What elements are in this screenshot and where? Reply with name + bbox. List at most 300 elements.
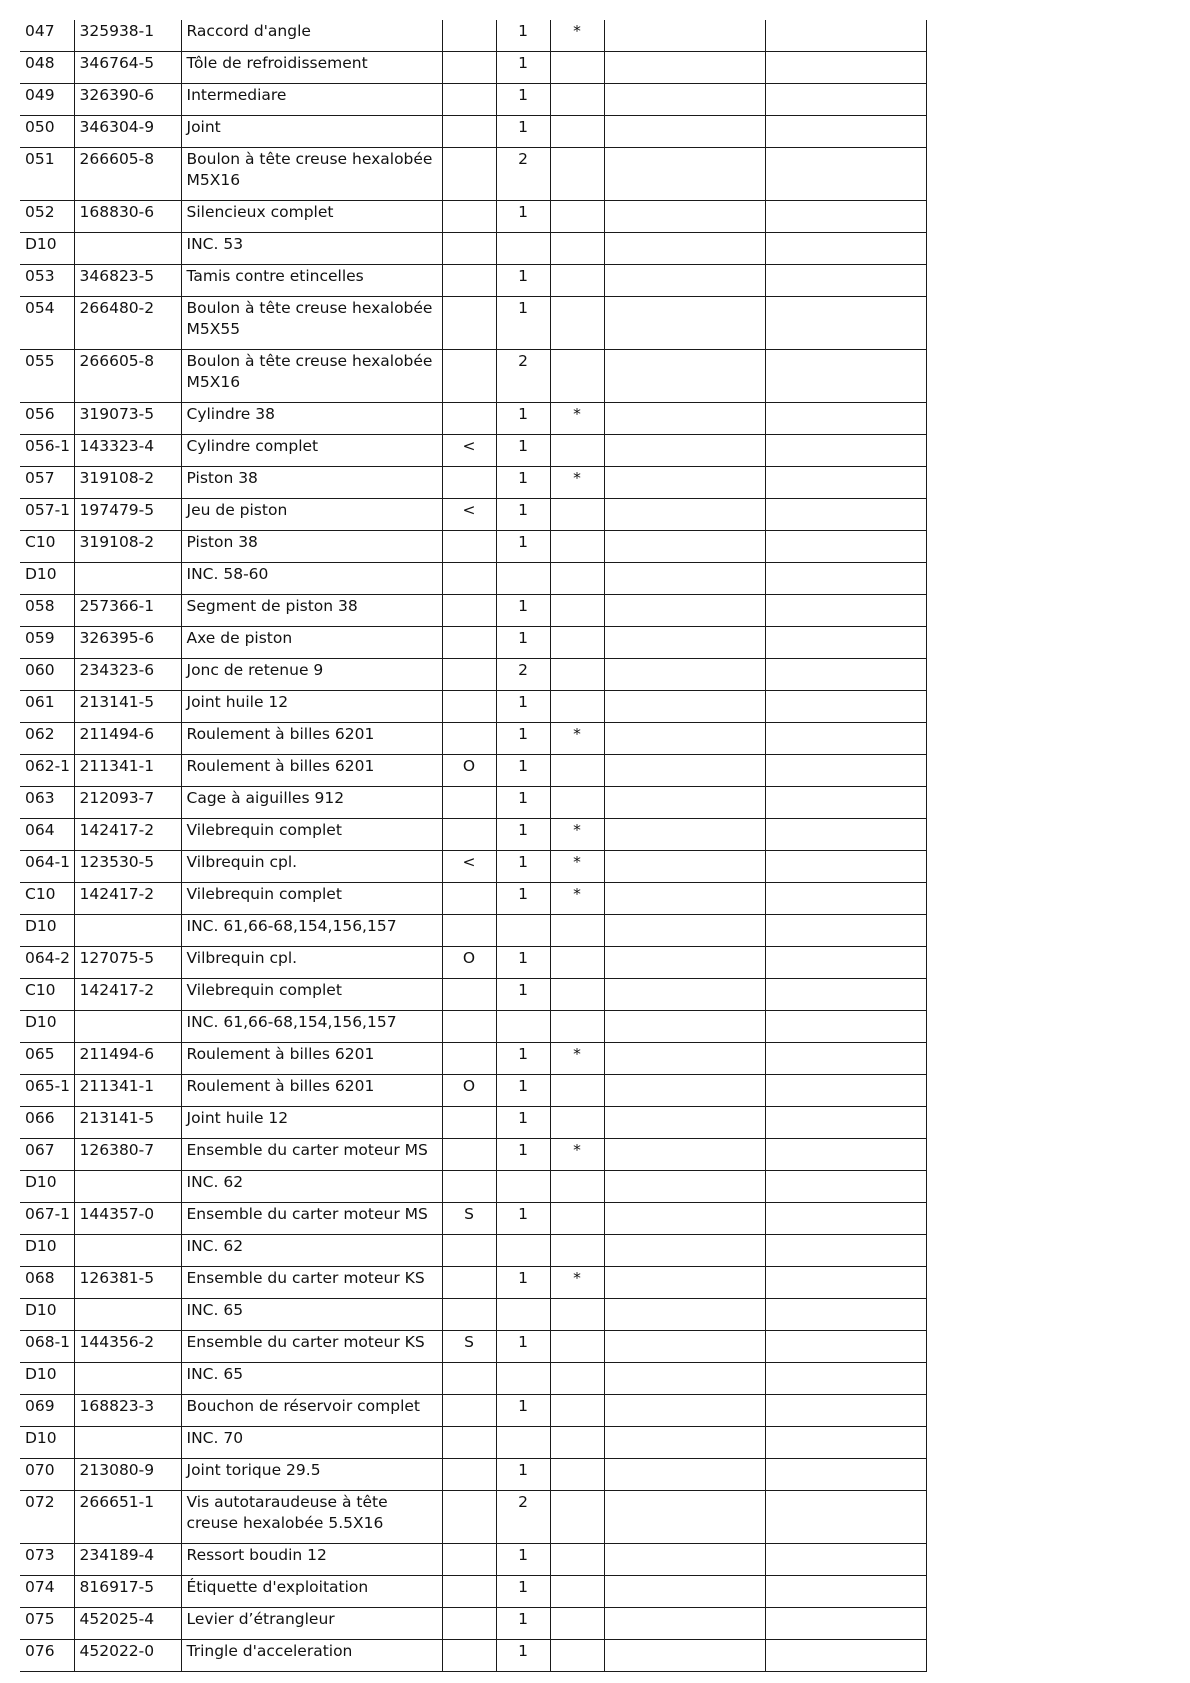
table-row	[20, 435, 926, 467]
table-row	[20, 403, 926, 435]
note-cell	[442, 915, 496, 947]
description-cell: Jonc de retenue 9	[181, 659, 442, 691]
part-number-cell: 319108-2	[74, 531, 181, 563]
part-number-cell: 816917-5	[74, 1576, 181, 1608]
position-cell: C10	[20, 979, 74, 1011]
table-row	[20, 499, 926, 531]
flag-cell	[550, 1395, 604, 1427]
flag-cell	[550, 1299, 604, 1331]
position-cell: 050	[20, 116, 74, 148]
part-number-cell: 452022-0	[74, 1640, 181, 1672]
empty-cell	[604, 1331, 765, 1363]
flag-cell	[550, 563, 604, 595]
note-cell	[442, 979, 496, 1011]
flag-cell	[550, 233, 604, 265]
table-row	[20, 1171, 926, 1203]
note-cell	[442, 1107, 496, 1139]
note-cell	[442, 1363, 496, 1395]
description-cell: INC. 58-60	[181, 563, 442, 595]
table-row	[20, 20, 926, 52]
note-cell	[442, 691, 496, 723]
part-number-cell	[74, 915, 181, 947]
empty-cell	[765, 1139, 926, 1171]
note-cell	[442, 52, 496, 84]
part-number-cell: 197479-5	[74, 499, 181, 531]
part-number-cell	[74, 1363, 181, 1395]
note-cell: S	[442, 1203, 496, 1235]
empty-cell	[765, 1331, 926, 1363]
flag-cell	[550, 265, 604, 297]
empty-cell	[765, 531, 926, 563]
empty-cell	[604, 915, 765, 947]
flag-cell	[550, 1363, 604, 1395]
empty-cell	[604, 1043, 765, 1075]
quantity-cell: 1	[496, 723, 550, 755]
empty-cell	[604, 1491, 765, 1544]
position-cell: D10	[20, 1427, 74, 1459]
position-cell: 074	[20, 1576, 74, 1608]
quantity-cell: 1	[496, 297, 550, 350]
table-row	[20, 201, 926, 233]
empty-cell	[765, 1491, 926, 1544]
part-number-cell	[74, 1171, 181, 1203]
empty-cell	[765, 1267, 926, 1299]
description-cell: Joint torique 29.5	[181, 1459, 442, 1491]
quantity-cell: 1	[496, 265, 550, 297]
empty-cell	[765, 979, 926, 1011]
empty-cell	[604, 1544, 765, 1576]
empty-cell	[765, 265, 926, 297]
table-row	[20, 350, 926, 403]
position-cell: 072	[20, 1491, 74, 1544]
quantity-cell: 1	[496, 627, 550, 659]
description-cell: Cage à aiguilles 912	[181, 787, 442, 819]
flag-cell: *	[550, 403, 604, 435]
description-cell: Vilebrequin complet	[181, 979, 442, 1011]
part-number-cell: 144357-0	[74, 1203, 181, 1235]
part-number-cell: 319073-5	[74, 403, 181, 435]
position-cell: D10	[20, 1235, 74, 1267]
description-cell: Vilebrequin complet	[181, 819, 442, 851]
flag-cell: *	[550, 467, 604, 499]
quantity-cell: 1	[496, 1459, 550, 1491]
table-row	[20, 233, 926, 265]
empty-cell	[604, 1395, 765, 1427]
flag-cell	[550, 531, 604, 563]
position-cell: 070	[20, 1459, 74, 1491]
flag-cell	[550, 148, 604, 201]
quantity-cell	[496, 1011, 550, 1043]
note-cell	[442, 595, 496, 627]
description-cell: Roulement à billes 6201	[181, 723, 442, 755]
table-row	[20, 148, 926, 201]
position-cell: 062	[20, 723, 74, 755]
table-row	[20, 691, 926, 723]
part-number-cell: 266605-8	[74, 148, 181, 201]
empty-cell	[604, 1427, 765, 1459]
empty-cell	[765, 723, 926, 755]
table-row	[20, 84, 926, 116]
empty-cell	[765, 659, 926, 691]
empty-cell	[765, 1075, 926, 1107]
quantity-cell: 1	[496, 1043, 550, 1075]
description-cell: Boulon à tête creuse hexalobée M5X16	[181, 350, 442, 403]
description-cell: Intermediare	[181, 84, 442, 116]
note-cell	[442, 403, 496, 435]
quantity-cell: 1	[496, 1331, 550, 1363]
empty-cell	[604, 787, 765, 819]
description-cell: Raccord d'angle	[181, 20, 442, 52]
empty-cell	[604, 84, 765, 116]
description-cell: Roulement à billes 6201	[181, 1043, 442, 1075]
empty-cell	[765, 851, 926, 883]
empty-cell	[604, 1203, 765, 1235]
quantity-cell: 1	[496, 84, 550, 116]
position-cell: 063	[20, 787, 74, 819]
flag-cell: *	[550, 1139, 604, 1171]
flag-cell	[550, 499, 604, 531]
position-cell: 068-1	[20, 1331, 74, 1363]
note-cell	[442, 1491, 496, 1544]
empty-cell	[604, 1640, 765, 1672]
note-cell	[442, 627, 496, 659]
quantity-cell: 1	[496, 52, 550, 84]
note-cell: O	[442, 947, 496, 979]
part-number-cell: 142417-2	[74, 819, 181, 851]
quantity-cell: 1	[496, 979, 550, 1011]
note-cell	[442, 563, 496, 595]
note-cell	[442, 84, 496, 116]
part-number-cell	[74, 563, 181, 595]
table-row	[20, 883, 926, 915]
quantity-cell: 2	[496, 350, 550, 403]
part-number-cell: 126381-5	[74, 1267, 181, 1299]
empty-cell	[765, 787, 926, 819]
part-number-cell: 234189-4	[74, 1544, 181, 1576]
empty-cell	[765, 819, 926, 851]
empty-cell	[765, 915, 926, 947]
empty-cell	[765, 1427, 926, 1459]
quantity-cell: 1	[496, 787, 550, 819]
note-cell	[442, 1576, 496, 1608]
table-row	[20, 265, 926, 297]
quantity-cell: 1	[496, 1640, 550, 1672]
table-row	[20, 1395, 926, 1427]
description-cell: INC. 62	[181, 1171, 442, 1203]
empty-cell	[604, 1576, 765, 1608]
empty-cell	[765, 52, 926, 84]
empty-cell	[604, 979, 765, 1011]
parts-list-table	[20, 20, 927, 1672]
quantity-cell: 1	[496, 1139, 550, 1171]
position-cell: 067	[20, 1139, 74, 1171]
position-cell: C10	[20, 883, 74, 915]
description-cell: INC. 61,66-68,154,156,157	[181, 1011, 442, 1043]
empty-cell	[604, 851, 765, 883]
empty-cell	[604, 148, 765, 201]
quantity-cell: 2	[496, 148, 550, 201]
description-cell: Boulon à tête creuse hexalobée M5X16	[181, 148, 442, 201]
empty-cell	[765, 233, 926, 265]
part-number-cell: 325938-1	[74, 20, 181, 52]
flag-cell	[550, 1544, 604, 1576]
flag-cell	[550, 979, 604, 1011]
table-row	[20, 659, 926, 691]
parts-list-body	[20, 20, 926, 1672]
note-cell: <	[442, 435, 496, 467]
quantity-cell: 1	[496, 1107, 550, 1139]
empty-cell	[604, 1075, 765, 1107]
part-number-cell: 126380-7	[74, 1139, 181, 1171]
empty-cell	[765, 755, 926, 787]
flag-cell	[550, 116, 604, 148]
description-cell: INC. 65	[181, 1363, 442, 1395]
table-row	[20, 563, 926, 595]
part-number-cell: 346764-5	[74, 52, 181, 84]
position-cell: D10	[20, 1363, 74, 1395]
position-cell: 068	[20, 1267, 74, 1299]
flag-cell	[550, 1171, 604, 1203]
part-number-cell: 257366-1	[74, 595, 181, 627]
note-cell	[442, 20, 496, 52]
flag-cell	[550, 1011, 604, 1043]
flag-cell	[550, 201, 604, 233]
description-cell: Vilbrequin cpl.	[181, 851, 442, 883]
empty-cell	[604, 265, 765, 297]
description-cell: Vilebrequin complet	[181, 883, 442, 915]
flag-cell: *	[550, 883, 604, 915]
note-cell	[442, 1608, 496, 1640]
description-cell: Segment de piston 38	[181, 595, 442, 627]
note-cell	[442, 1011, 496, 1043]
quantity-cell	[496, 1171, 550, 1203]
flag-cell	[550, 627, 604, 659]
part-number-cell: 142417-2	[74, 883, 181, 915]
table-row	[20, 116, 926, 148]
empty-cell	[765, 627, 926, 659]
note-cell	[442, 297, 496, 350]
quantity-cell: 1	[496, 883, 550, 915]
flag-cell	[550, 1640, 604, 1672]
empty-cell	[765, 403, 926, 435]
empty-cell	[604, 691, 765, 723]
empty-cell	[765, 1395, 926, 1427]
quantity-cell: 1	[496, 467, 550, 499]
table-row	[20, 851, 926, 883]
part-number-cell: 123530-5	[74, 851, 181, 883]
table-row	[20, 1491, 926, 1544]
quantity-cell: 1	[496, 1203, 550, 1235]
flag-cell	[550, 1427, 604, 1459]
position-cell: 055	[20, 350, 74, 403]
flag-cell	[550, 84, 604, 116]
position-cell: 066	[20, 1107, 74, 1139]
table-row	[20, 1576, 926, 1608]
quantity-cell: 1	[496, 851, 550, 883]
part-number-cell: 326390-6	[74, 84, 181, 116]
description-cell: Joint	[181, 116, 442, 148]
description-cell: Ensemble du carter moteur MS	[181, 1203, 442, 1235]
description-cell: Piston 38	[181, 467, 442, 499]
empty-cell	[604, 1363, 765, 1395]
table-row	[20, 1267, 926, 1299]
position-cell: 048	[20, 52, 74, 84]
empty-cell	[604, 1011, 765, 1043]
flag-cell	[550, 787, 604, 819]
part-number-cell: 266480-2	[74, 297, 181, 350]
empty-cell	[765, 201, 926, 233]
note-cell	[442, 467, 496, 499]
empty-cell	[765, 350, 926, 403]
description-cell: Axe de piston	[181, 627, 442, 659]
flag-cell	[550, 1203, 604, 1235]
note-cell	[442, 1299, 496, 1331]
flag-cell	[550, 350, 604, 403]
empty-cell	[765, 947, 926, 979]
table-row	[20, 297, 926, 350]
part-number-cell	[74, 1235, 181, 1267]
quantity-cell	[496, 563, 550, 595]
empty-cell	[765, 691, 926, 723]
position-cell: D10	[20, 1171, 74, 1203]
position-cell: 047	[20, 20, 74, 52]
note-cell	[442, 723, 496, 755]
part-number-cell: 211494-6	[74, 1043, 181, 1075]
quantity-cell: 1	[496, 116, 550, 148]
position-cell: C10	[20, 531, 74, 563]
table-row	[20, 1459, 926, 1491]
position-cell: D10	[20, 1299, 74, 1331]
quantity-cell: 1	[496, 1544, 550, 1576]
part-number-cell	[74, 1427, 181, 1459]
position-cell: 056	[20, 403, 74, 435]
position-cell: 064-2	[20, 947, 74, 979]
position-cell: 065-1	[20, 1075, 74, 1107]
part-number-cell: 452025-4	[74, 1608, 181, 1640]
description-cell: Levier d’étrangleur	[181, 1608, 442, 1640]
empty-cell	[604, 1171, 765, 1203]
position-cell: 060	[20, 659, 74, 691]
note-cell: O	[442, 755, 496, 787]
note-cell	[442, 233, 496, 265]
note-cell	[442, 1544, 496, 1576]
position-cell: D10	[20, 233, 74, 265]
empty-cell	[604, 723, 765, 755]
description-cell: Roulement à billes 6201	[181, 1075, 442, 1107]
table-row	[20, 1139, 926, 1171]
table-row	[20, 1107, 926, 1139]
empty-cell	[765, 1203, 926, 1235]
flag-cell	[550, 1491, 604, 1544]
description-cell: INC. 53	[181, 233, 442, 265]
description-cell: INC. 62	[181, 1235, 442, 1267]
part-number-cell: 213080-9	[74, 1459, 181, 1491]
flag-cell	[550, 297, 604, 350]
empty-cell	[765, 1459, 926, 1491]
empty-cell	[604, 563, 765, 595]
description-cell: Joint huile 12	[181, 691, 442, 723]
description-cell: Silencieux complet	[181, 201, 442, 233]
empty-cell	[604, 1107, 765, 1139]
quantity-cell: 1	[496, 755, 550, 787]
part-number-cell: 211494-6	[74, 723, 181, 755]
note-cell	[442, 1459, 496, 1491]
note-cell: O	[442, 1075, 496, 1107]
description-cell: Ressort boudin 12	[181, 1544, 442, 1576]
part-number-cell: 142417-2	[74, 979, 181, 1011]
empty-cell	[604, 1235, 765, 1267]
position-cell: 065	[20, 1043, 74, 1075]
empty-cell	[765, 297, 926, 350]
table-row	[20, 755, 926, 787]
flag-cell	[550, 1107, 604, 1139]
position-cell: 058	[20, 595, 74, 627]
part-number-cell: 212093-7	[74, 787, 181, 819]
flag-cell	[550, 1459, 604, 1491]
position-cell: 069	[20, 1395, 74, 1427]
quantity-cell: 1	[496, 20, 550, 52]
flag-cell	[550, 1075, 604, 1107]
table-row	[20, 595, 926, 627]
quantity-cell: 1	[496, 819, 550, 851]
table-row	[20, 1235, 926, 1267]
quantity-cell	[496, 1427, 550, 1459]
quantity-cell: 1	[496, 1576, 550, 1608]
table-row	[20, 947, 926, 979]
quantity-cell: 2	[496, 659, 550, 691]
part-number-cell: 144356-2	[74, 1331, 181, 1363]
empty-cell	[765, 1640, 926, 1672]
part-number-cell: 168830-6	[74, 201, 181, 233]
position-cell: 061	[20, 691, 74, 723]
part-number-cell	[74, 1011, 181, 1043]
note-cell: <	[442, 851, 496, 883]
quantity-cell	[496, 1299, 550, 1331]
table-row	[20, 467, 926, 499]
position-cell: 075	[20, 1608, 74, 1640]
description-cell: Roulement à billes 6201	[181, 755, 442, 787]
position-cell: D10	[20, 563, 74, 595]
note-cell: <	[442, 499, 496, 531]
quantity-cell	[496, 233, 550, 265]
position-cell: 053	[20, 265, 74, 297]
position-cell: 059	[20, 627, 74, 659]
table-row	[20, 1203, 926, 1235]
description-cell: Boulon à tête creuse hexalobée M5X55	[181, 297, 442, 350]
empty-cell	[765, 1171, 926, 1203]
note-cell: S	[442, 1331, 496, 1363]
flag-cell	[550, 1576, 604, 1608]
description-cell: Vis autotaraudeuse à tête creuse hexalobée 5.5X16	[181, 1491, 442, 1544]
empty-cell	[604, 531, 765, 563]
quantity-cell	[496, 1363, 550, 1395]
empty-cell	[765, 84, 926, 116]
part-number-cell: 168823-3	[74, 1395, 181, 1427]
part-number-cell: 143323-4	[74, 435, 181, 467]
table-row	[20, 1363, 926, 1395]
note-cell	[442, 265, 496, 297]
position-cell: 076	[20, 1640, 74, 1672]
note-cell	[442, 787, 496, 819]
empty-cell	[604, 403, 765, 435]
empty-cell	[604, 52, 765, 84]
position-cell: 049	[20, 84, 74, 116]
part-number-cell: 127075-5	[74, 947, 181, 979]
quantity-cell: 1	[496, 1395, 550, 1427]
table-row	[20, 979, 926, 1011]
description-cell: Cylindre complet	[181, 435, 442, 467]
note-cell	[442, 1427, 496, 1459]
